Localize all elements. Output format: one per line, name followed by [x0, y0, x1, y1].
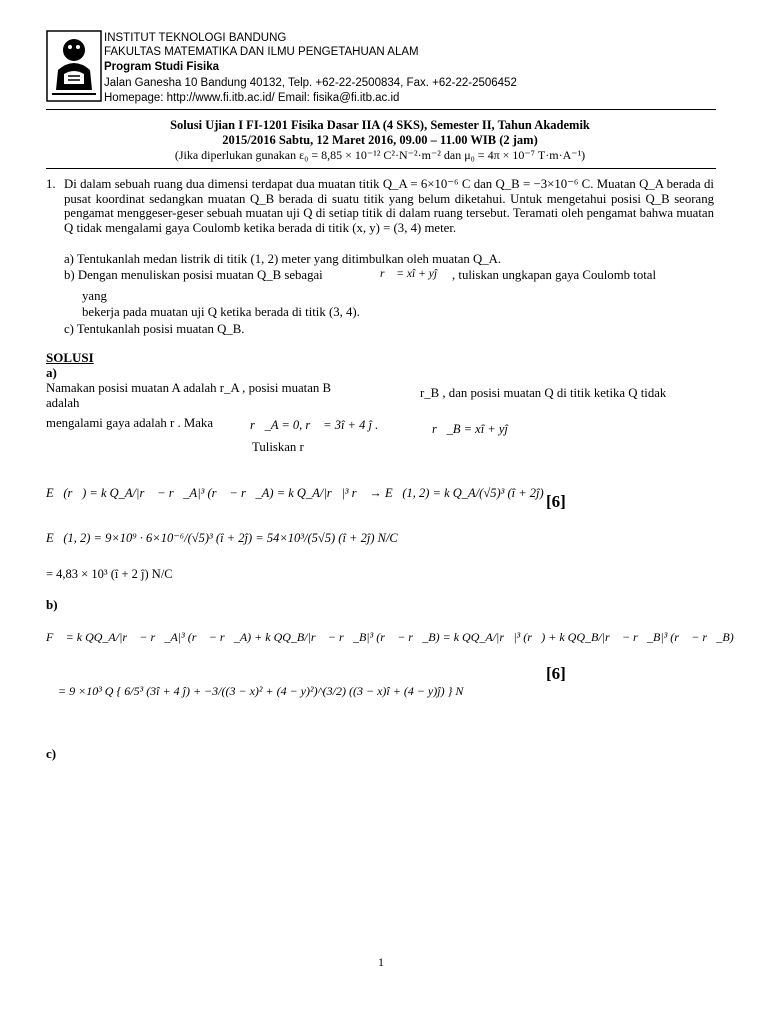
- solution-a-label: a): [46, 365, 57, 380]
- institution-name: INSTITUT TEKNOLOGI BANDUNG: [104, 32, 287, 44]
- question-part-c: c) Tentukanlah posisi muatan Q_B.: [64, 322, 245, 336]
- itb-ganesha-logo-icon: [46, 30, 102, 102]
- solution-a-eq2: r⃗_B = xî + yĵ: [432, 422, 508, 436]
- contact-line: Homepage: http://www.fi.itb.ac.id/ Email: fisika@fi.itb.ac.id: [104, 92, 400, 104]
- solution-a-eq1: r⃗_A = 0, r⃗ = 3î + 4 ĵ .: [250, 418, 379, 432]
- itb-logo: [46, 30, 102, 102]
- solution-heading: SOLUSI: [46, 350, 94, 365]
- solution-a-field-equation: E⃗(r⃗) = k Q_A/|r⃗ − r⃗_A|³ (r⃗ − r⃗_A) = k Q_A/|r⃗|³ r⃗ → E⃗(1, 2) = k Q_A/(√5)³ (î + 2ĵ): [46, 486, 544, 500]
- question-part-a: a) Tentukanlah medan listrik di titik (1, 2) meter yang ditimbulkan oleh muatan Q_A.: [64, 252, 502, 266]
- solution-a-marks: [6]: [546, 492, 566, 511]
- question-part-b-text: b) Dengan menuliskan posisi muatan Q_B sebagai: [64, 268, 323, 282]
- question-part-b-text-cont: , tuliskan ungkapan gaya Coulomb total: [452, 268, 657, 282]
- solution-a-result: = 4,83 × 10³ (î + 2 ĵ) N/C: [46, 567, 173, 581]
- question-part-b-line2: bekerja pada muatan uji Q ketika berada di titik (3, 4).: [82, 305, 360, 319]
- solution-b-label: b): [46, 597, 58, 612]
- solution-a-text-right: r_B , dan posisi muatan Q di titik ketika Q tidak: [420, 386, 667, 400]
- title-divider: [46, 168, 716, 169]
- program-name: Program Studi Fisika: [104, 61, 220, 73]
- solution-a-numeric-equation: E⃗(1, 2) = 9×10⁹ · 6×10⁻⁶/(√5)³ (î + 2ĵ) = 54×10³/(5√5) (î + 2ĵ) N/C: [46, 531, 398, 545]
- solution-a-adalah: adalah: [46, 396, 80, 410]
- solution-b-numeric-equation: = 9 ×10³ Q { 6/5³ (3î + 4 ĵ) + −3/((3 − x)² + (4 − y)²)^(3/2) ((3 − x)î + (4 − y)ĵ) } N: [58, 684, 464, 698]
- question-part-b-yang: yang: [82, 289, 107, 303]
- page-number: 1: [378, 955, 384, 969]
- faculty-name: FAKULTAS MATEMATIKA DAN ILMU PENGETAHUAN ALAM: [104, 46, 419, 58]
- address-line: Jalan Ganesha 10 Bandung 40132, Telp. +62-22-2500834, Fax. +62-22-2506452: [104, 77, 517, 89]
- solution-b-force-equation: F⃗ = k QQ_A/|r⃗ − r⃗_A|³ (r⃗ − r⃗_A) + k QQ_B/|r⃗ − r⃗_B|³ (r⃗ − r⃗_B) = k QQ_A/|r⃗|³ (r⃗) + k QQ_B/|r⃗ − r⃗_B|³ (r⃗ − r⃗_B): [46, 630, 734, 644]
- solution-a-tuliskan: Tuliskan r: [252, 440, 304, 454]
- solution-a-text2: mengalami gaya adalah r . Maka: [46, 416, 213, 430]
- solution-c-label: c): [46, 746, 57, 761]
- constants-note: (Jika diperlukan gunakan ε₀ = 8,85 × 10⁻¹² C²·N⁻²·m⁻² dan μ₀ = 4π × 10⁻⁷ T·m·A⁻¹): [174, 148, 586, 162]
- solution-a-text1: Namakan posisi muatan A adalah r_A , posisi muatan B: [46, 381, 332, 395]
- exam-title: Solusi Ujian I FI-1201 Fisika Dasar IIA (4 SKS), Semester II, Tahun Akademik: [170, 118, 590, 132]
- solution-b-marks: [6]: [546, 664, 566, 683]
- question-part-b-equation: r⃗ = xî + yĵ: [380, 268, 438, 280]
- question-number: 1.: [46, 177, 56, 191]
- exam-date: 2015/2016 Sabtu, 12 Maret 2016, 09.00 – 11.00 WIB (2 jam): [222, 133, 538, 147]
- question-body: Di dalam sebuah ruang dua dimensi terdapat dua muatan titik Q_A = 6×10⁻⁶ C dan Q_B = −3×10⁻⁶ C. Muatan Q_A berada di pusat koordinat sedangkan muatan Q_B berada di suatu titik yang belum diketahui. Untuk mengetahui posisi Q_B seorang pengamat menggeser-geser sebuah muatan uji Q di setiap titik di dalam ruang tersebut. Teramati oleh pengamat bahwa muatan Q tidak mengalami gaya Coulomb ketika berada di titik (x, y) = (3, 4) meter.: [64, 177, 714, 235]
- header-divider: [46, 109, 716, 110]
